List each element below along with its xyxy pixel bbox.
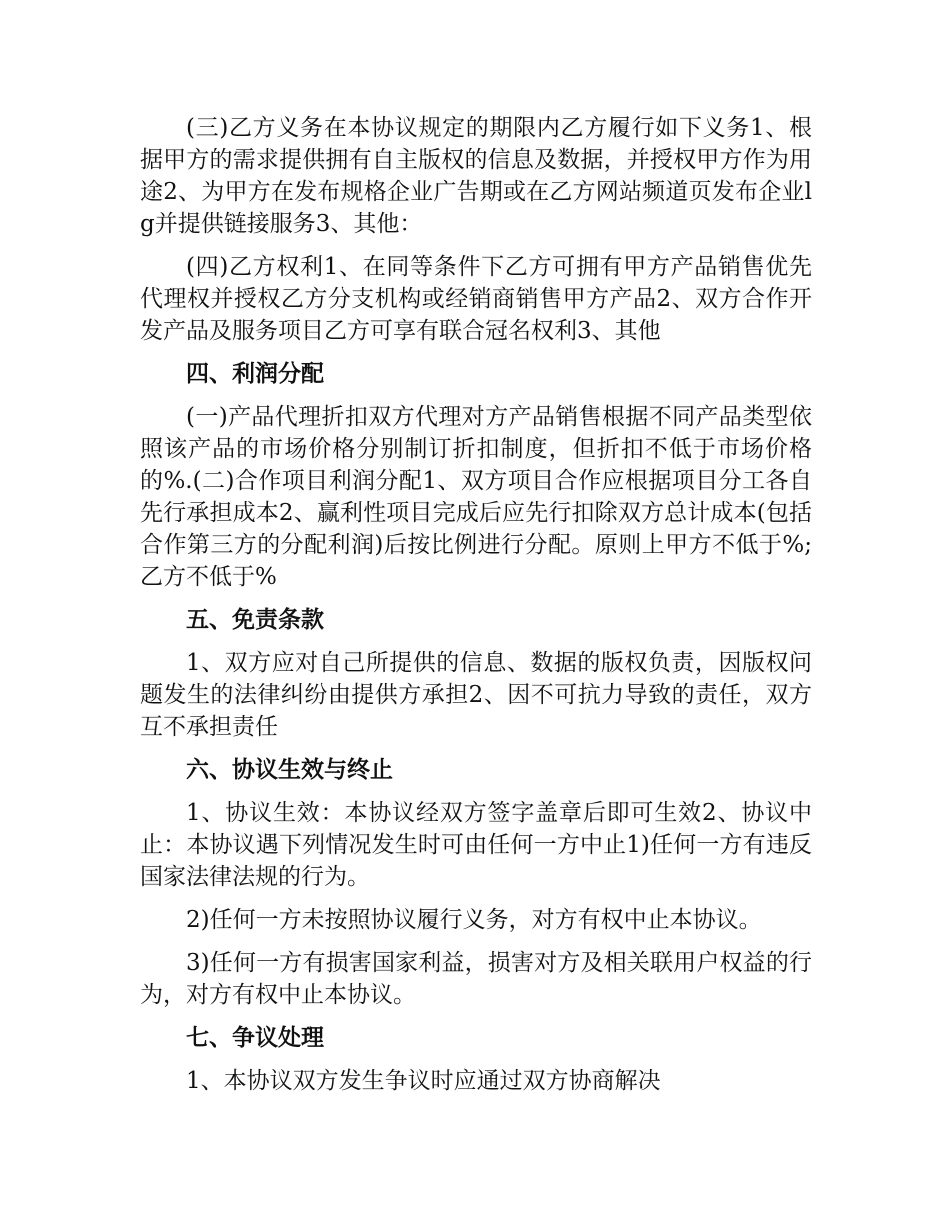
- paragraph-termination-2: 2)任何一方未按照协议履行义务，对方有权中止本协议。: [186, 907, 762, 933]
- heading-effect-termination: 六、协议生效与终止: [186, 757, 393, 783]
- paragraph-profit-distribution: (一)产品代理折扣双方代理对方产品销售根据不同产品类型依照该产品的市场价格分别制订折扣制度，但折扣不低于市场价格的%.(二)合作项目利润分配1、双方项目合作应根据项目分工各自先行承担成本2、赢利性项目完成后应先行扣除双方总计成本(包括合作第三方的分配利润)后按比例进行分配。原则上甲方不低于%;乙方不低于%: [140, 404, 812, 590]
- paragraph-dispute-resolution: 1、本协议双方发生争议时应通过双方协商解决: [186, 1068, 661, 1094]
- paragraph-effect-termination: 1、协议生效：本协议经双方签字盖章后即可生效2、协议中止：本协议遇下列情况发生时可由任何一方中止1)任何一方有违反国家法律法规的行为。: [140, 800, 812, 890]
- heading-dispute-resolution: 七、争议处理: [186, 1025, 324, 1051]
- document-page: [140, 112, 812, 1108]
- heading-profit-distribution: 四、利润分配: [186, 361, 324, 387]
- paragraph-party-b-rights: (四)乙方权利1、在同等条件下乙方可拥有甲方产品销售优先代理权并授权乙方分支机构或经销商销售甲方产品2、双方合作开发产品及服务项目乙方可享有联合冠名权利3、其他: [140, 254, 812, 344]
- heading-disclaimer: 五、免责条款: [186, 607, 324, 633]
- paragraph-disclaimer: 1、双方应对自己所提供的信息、数据的版权负责，因版权问题发生的法律纠纷由提供方承担2、因不可抗力导致的责任，双方互不承担责任: [140, 650, 812, 740]
- paragraph-termination-3: 3)任何一方有损害国家利益，损害对方及相关联用户权益的行为，对方有权中止本协议。: [140, 950, 812, 1008]
- paragraph-party-b-obligations: (三)乙方义务在本协议规定的期限内乙方履行如下义务1、根据甲方的需求提供拥有自主版权的信息及数据，并授权甲方作为用途2、为甲方在发布规格企业广告期或在乙方网站频道页发布企业lg并提供链接服务3、其他：: [140, 115, 812, 237]
